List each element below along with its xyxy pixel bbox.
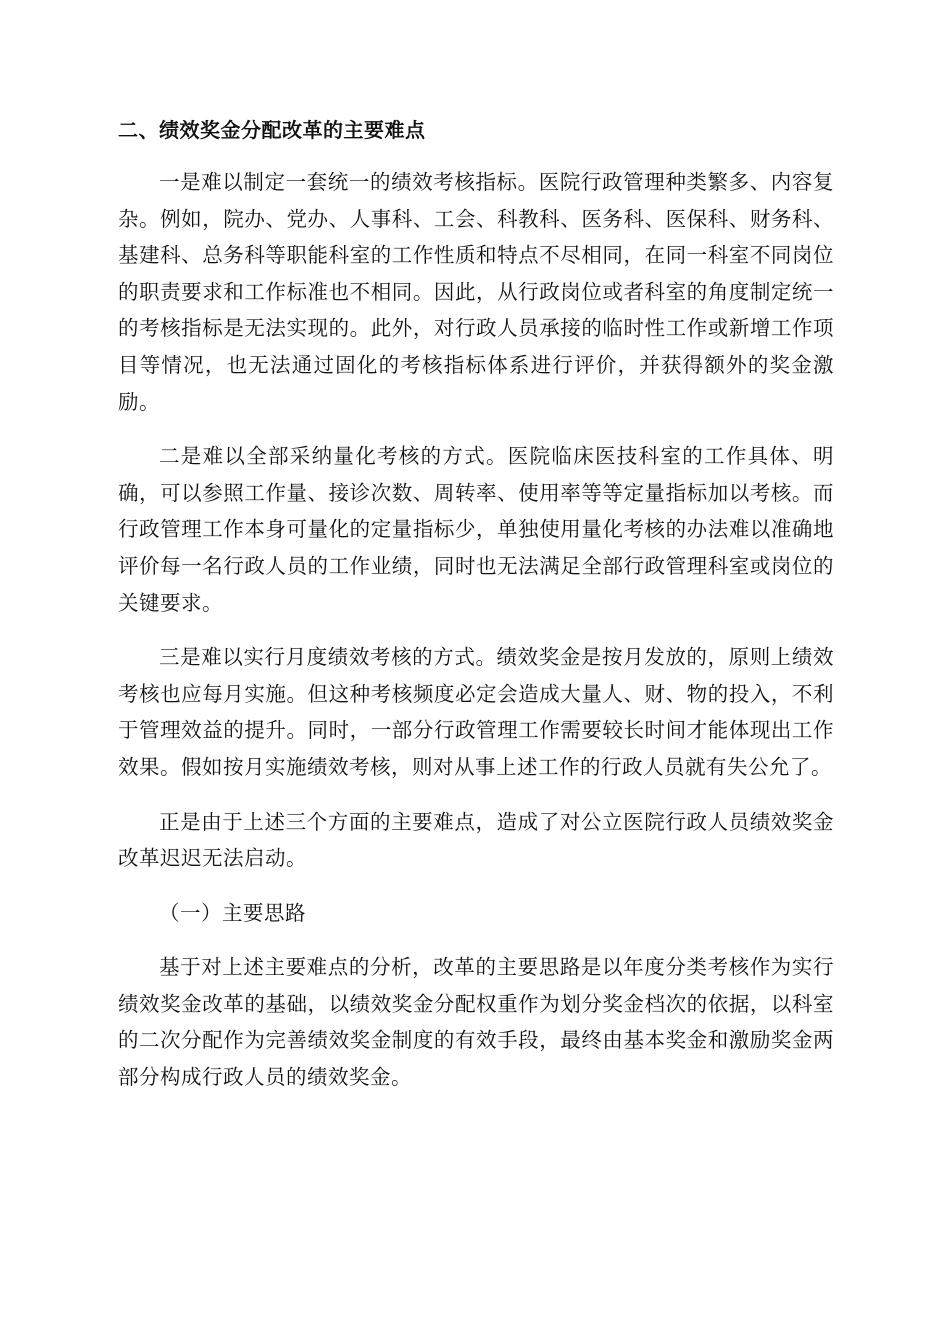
paragraph-difficulty-1: 一是难以制定一套统一的绩效考核指标。医院行政管理种类繁多、内容复杂。例如，院办、党办、人事科、工会、科教科、医务科、医保科、财务科、基建科、总务科等职能科室的工作性质和特点不尽相同，在同一科室不同岗位的职责要求和工作标准也不相同。因此，从行政岗位或者科室的角度制定统一的考核指标是无法实现的。此外，对行政人员承接的临时性工作或新增工作项目等情况，也无法通过固化的考核指标体系进行评价，并获得额外的奖金激励。 xyxy=(118,170,834,414)
paragraph-difficulty-3: 三是难以实行月度绩效考核的方式。绩效奖金是按月发放的，原则上绩效考核也应每月实施。但这种考核频度必定会造成大量人、财、物的投入，不利于管理效益的提升。同时，一部分行政管理工作需要较长时间才能体现出工作效果。假如按月实施绩效考核，则对从事上述工作的行政人员就有失公允了。 xyxy=(118,645,834,779)
paragraph-summary: 正是由于上述三个方面的主要难点，造成了对公立医院行政人员绩效奖金改革迟迟无法启动。 xyxy=(118,809,834,871)
subsection-heading: （一）主要思路 xyxy=(159,900,306,925)
section-heading: 二、绩效奖金分配改革的主要难点 xyxy=(118,118,426,142)
document-body xyxy=(118,112,834,1114)
paragraph-difficulty-2: 二是难以全部采纳量化考核的方式。医院临床医技科室的工作具体、明确，可以参照工作量、接诊次数、周转率、使用率等等定量指标加以考核。而行政管理工作本身可量化的定量指标少，单独使用量化考核的办法难以准确地评价每一名行政人员的工作业绩，同时也无法满足全部行政管理科室或岗位的关键要求。 xyxy=(118,444,834,615)
paragraph-main-idea: 基于对上述主要难点的分析，改革的主要思路是以年度分类考核作为实行绩效奖金改革的基础，以绩效奖金分配权重作为划分奖金档次的依据，以科室的二次分配作为完善绩效奖金制度的有效手段，最终由基本奖金和激励奖金两部分构成行政人员的绩效奖金。 xyxy=(118,955,834,1090)
